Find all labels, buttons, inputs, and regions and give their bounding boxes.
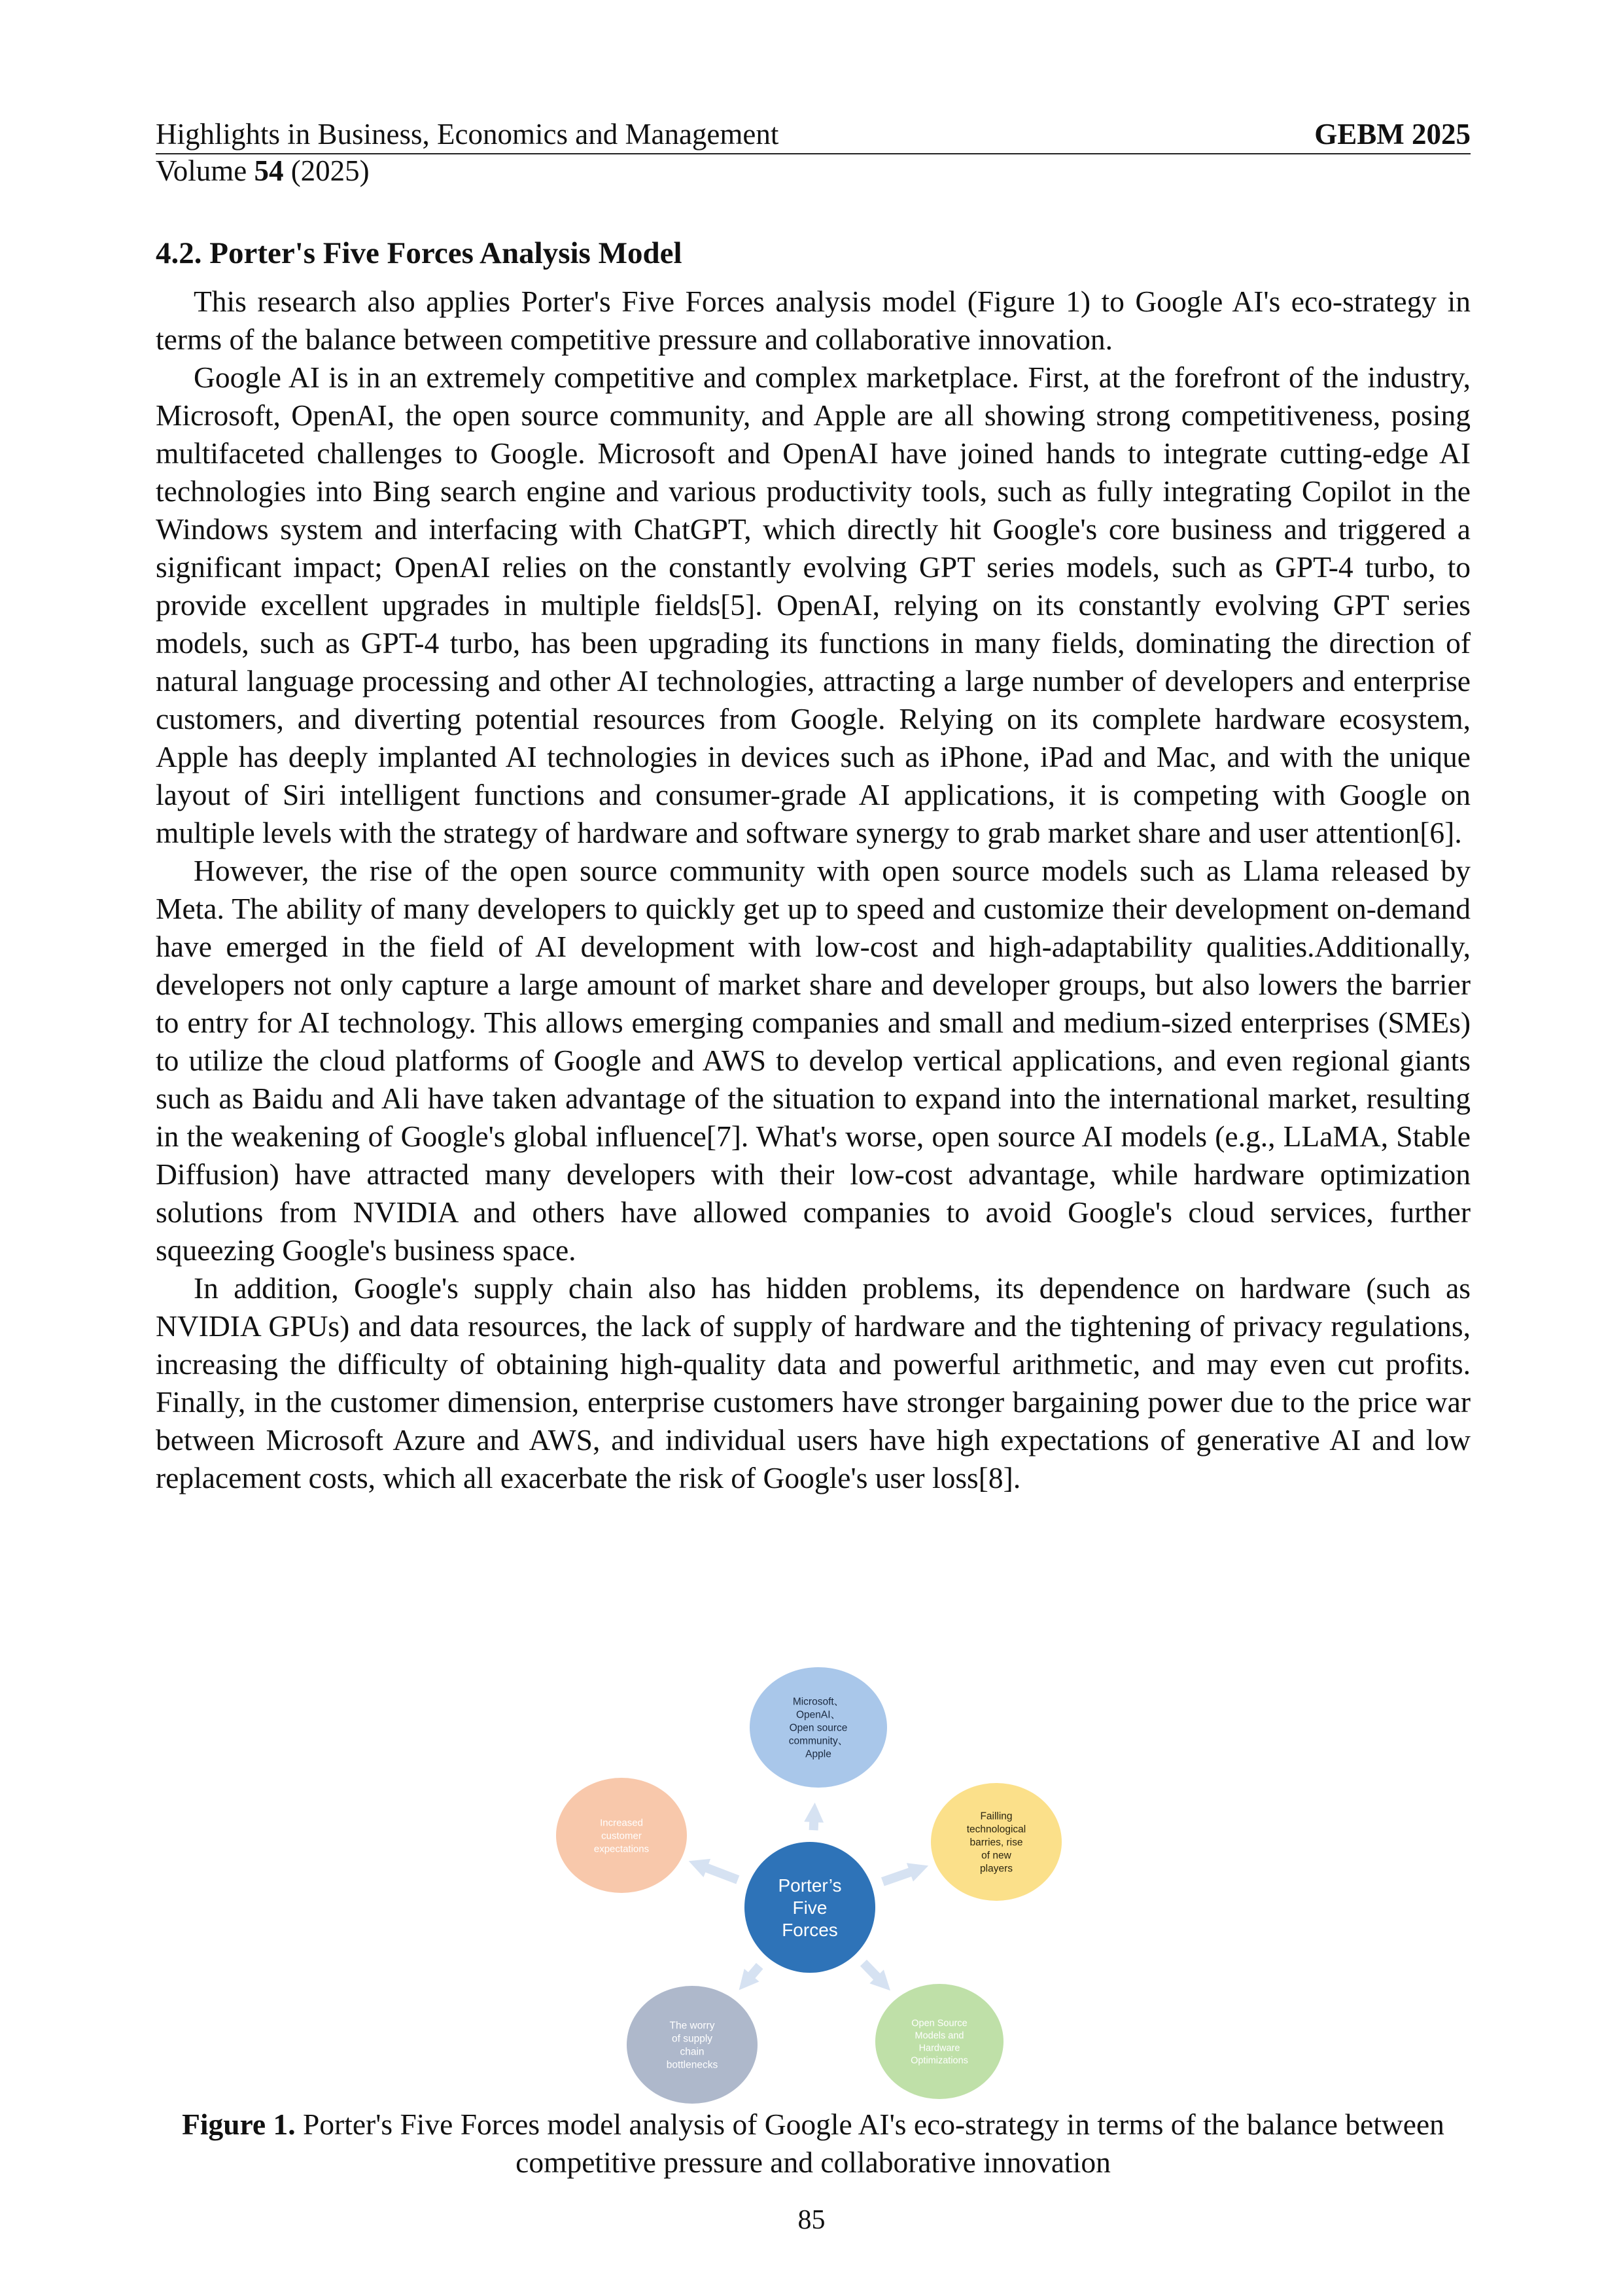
force-node-label: Open Source (911, 2018, 968, 2029)
force-node-label: chain (680, 2046, 705, 2058)
force-node-right (931, 1783, 1062, 1901)
body-text (156, 283, 1471, 1497)
figure-caption (156, 2106, 1471, 2181)
force-node-circle (627, 1986, 758, 2104)
caption-label: Figure 1. (182, 2108, 296, 2141)
force-node-label: Hardware (918, 2043, 960, 2054)
force-node-label: technological (966, 1824, 1026, 1835)
force-node-label: OpenAI、 (795, 1709, 841, 1721)
force-node-label: The worry (669, 2020, 715, 2032)
arrow-top (804, 1803, 824, 1831)
arrow-bottom-left (739, 1963, 763, 1990)
volume-number: 54 (254, 154, 284, 187)
caption-text: Porter's Five Forces model analysis of Google AI's eco-strategy in terms of the balance between competitive pressure and collaborative innovation (295, 2108, 1444, 2179)
volume-year: (2025) (283, 154, 370, 187)
arrow-right (881, 1863, 928, 1886)
center-node-label: Porter’s (778, 1875, 842, 1896)
paragraph: Google AI is in an extremely competitive and complex marketplace. First, at the forefront of the industry, Microsoft, OpenAI, the open source community, and Apple are all showing strong competitiveness, posing multifaceted challenges to Google. Microsoft and OpenAI have joined hands to integrate cutting-edge AI technologies into Bing search engine and various productivity tools, such as fully integrating Copilot in the Windows system and interfacing with ChatGPT, which directly hit Google's core business and triggered a significant impact; OpenAI relies on the constantly evolving GPT series models, such as GPT-4 turbo, to provide excellent upgrades in multiple fields[5]. OpenAI, relying on its constantly evolving GPT series models, such as GPT-4 turbo, has been upgrading its functions in many fields, dominating the direction of natural language processing and other AI technologies, attracting a large number of developers and enterprise customers, and diverting potential resources from Google. Relying on its complete hardware ecosystem, Apple has deeply implanted AI technologies in devices such as iPhone, iPad and Mac, and with the unique layout of Siri intelligent functions and consumer-grade AI applications, it is competing with Google on multiple levels with the strategy of hardware and software synergy to grab market share and user attention[6]. (156, 361, 1471, 849)
force-node-label: Microsoft、 (792, 1696, 845, 1708)
center-node-label: Forces (782, 1919, 838, 1940)
center-node-label: Five (792, 1897, 828, 1918)
center-node (744, 1842, 875, 1973)
five-forces-figure (548, 1662, 1072, 2107)
force-node-left (556, 1778, 687, 1893)
force-node-label: of new (981, 1850, 1011, 1862)
volume-line (156, 152, 370, 190)
force-node-label: expectations (593, 1843, 650, 1855)
conference-label: GEBM 2025 (1314, 118, 1471, 150)
force-node-label: customer (601, 1830, 642, 1842)
force-node-label: bottlenecks (666, 2059, 718, 2071)
volume-prefix: Volume (156, 154, 254, 187)
force-node-label: of supply (671, 2033, 713, 2045)
force-node-label: barries, rise (969, 1837, 1023, 1848)
force-node-bottom-left (627, 1986, 758, 2104)
page-number: 85 (797, 2205, 826, 2235)
arrow-bottom-right (860, 1960, 890, 1990)
force-node-label: Increased (600, 1817, 643, 1829)
five-forces-diagram (548, 1662, 1072, 2107)
force-node-label: Apple (805, 1748, 831, 1760)
force-node-label: players (980, 1863, 1013, 1875)
force-node-top (750, 1667, 887, 1788)
nodes-layer (556, 1667, 1062, 2104)
running-header (156, 115, 1471, 154)
force-node-label: Failling (980, 1810, 1013, 1822)
arrow-left (689, 1859, 740, 1884)
force-node-label: Models and (915, 2030, 964, 2041)
paragraph: However, the rise of the open source community with open source models such as Llama released by Meta. The ability of many developers to quickly get up to speed and customize their development on-demand have emerged in the field of AI development with low-cost and high-adaptability qualities.Additionally, developers not only capture a large amount of market share and developer groups, but also lowers the barrier to entry for AI technology. This allows emerging companies and small and medium-sized enterprises (SMEs) to utilize the cloud platforms of Google and AWS to develop vertical applications, and even regional giants such as Baidu and Ali have taken advantage of the situation to expand into the international market, resulting in the weakening of Google's global influence[7]. What's worse, open source AI models (e.g., LLaMA, Stable Diffusion) have attracted many developers with their low-cost advantage, while hardware optimization solutions from NVIDIA and others have allowed companies to avoid Google's cloud services, further squeezing Google's business space. (156, 854, 1471, 1267)
section-heading: 4.2. Porter's Five Forces Analysis Model (156, 236, 682, 270)
force-node-label: Open source (789, 1722, 848, 1734)
force-node-label: community、 (788, 1735, 848, 1747)
paragraph: In addition, Google's supply chain also has hidden problems, its dependence on hardware (such as NVIDIA GPUs) and data resources, the lack of supply of hardware and the tightening of privacy regulations, increasing the difficulty of obtaining high-quality data and powerful arithmetic, and may even cut profits. Finally, in the customer dimension, enterprise customers have stronger bargaining power due to the price war between Microsoft Azure and AWS, and individual users have high expectations of generative AI and low replacement costs, which all exacerbate the risk of Google's user loss[8]. (156, 1271, 1471, 1494)
journal-title: Highlights in Business, Economics and Management (156, 118, 779, 150)
force-node-label: Optimizations (911, 2055, 968, 2066)
force-node-circle (875, 1984, 1003, 2099)
paragraph: This research also applies Porter's Five Forces analysis model (Figure 1) to Google AI's eco-strategy in terms of the balance between competitive pressure and collaborative innovation. (156, 285, 1471, 356)
force-node-bottom-right (875, 1984, 1003, 2099)
